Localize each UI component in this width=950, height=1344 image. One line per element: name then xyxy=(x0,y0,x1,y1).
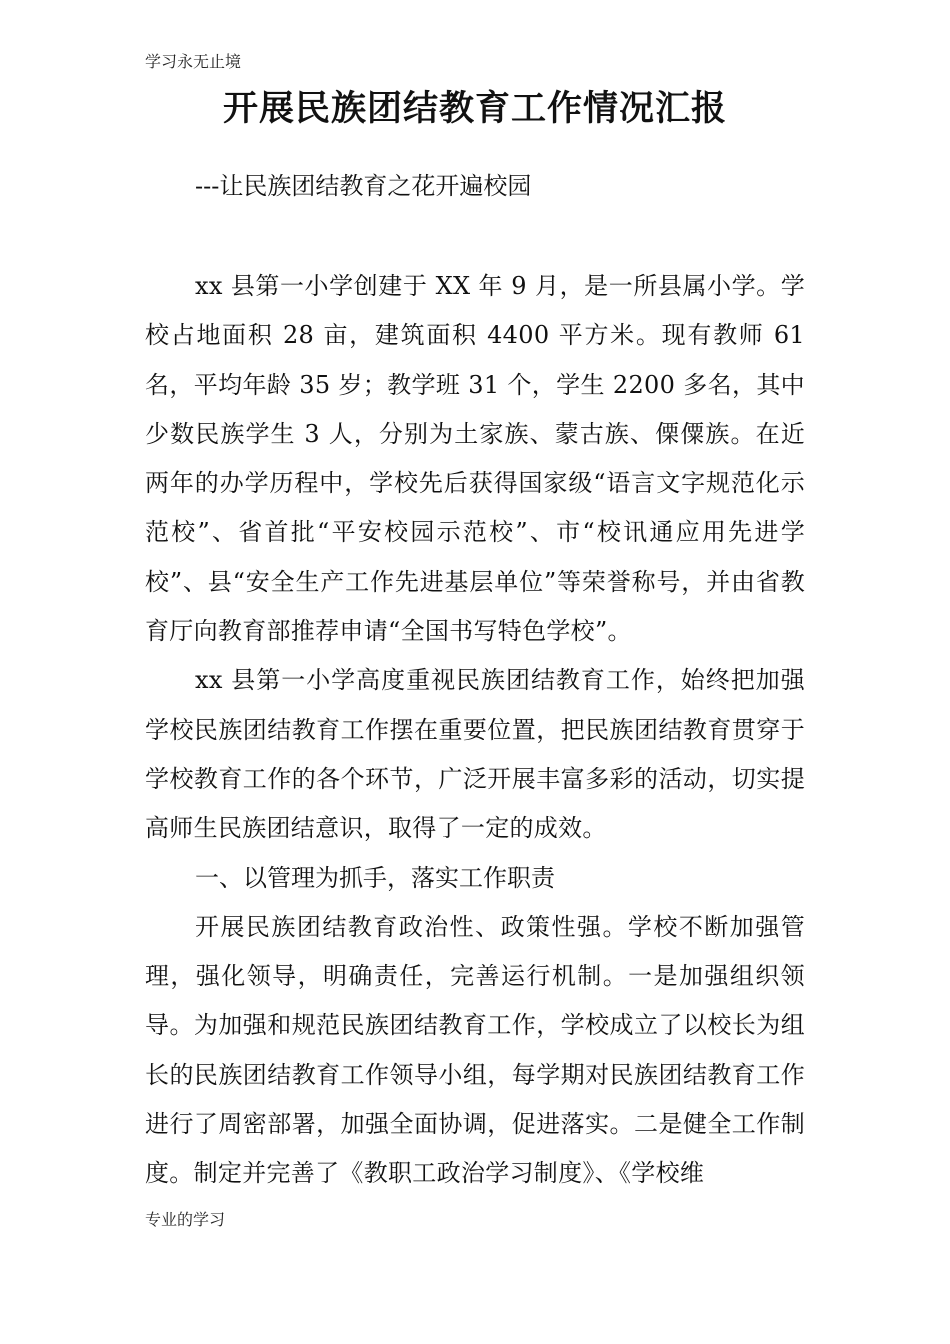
document-title: 开展民族团结教育工作情况汇报 xyxy=(222,88,727,129)
header-note: 学习永无止境 xyxy=(145,52,242,71)
document-body xyxy=(145,262,805,1199)
section-heading: 一、以管理为抓手，落实工作职责 xyxy=(195,863,555,892)
section-paragraph: 开展民族团结教育政治性、政策性强。学校不断加强管理，强化领导，明确责任，完善运行机制。一是加强组织领导。为加强和规范民族团结教育工作，学校成立了以校长为组长的民族团结教育工作领导小组，每学期对民族团结教育工作进行了周密部署，加强全面协调，促进落实。二是健全工作制度。制定并完善了《教职工政治学习制度》、《学校维 xyxy=(145,912,805,1188)
body-paragraph-1: xx 县第一小学创建于 XX 年 9 月，是一所县属小学。学校占地面积 28 亩，建筑面积 4400 平方米。现有教师 61 名，平均年龄 35 岁；教学班 31 个，学生 2200 多名，其中少数民族学生 3 人，分别为土家族、蒙古族、傈僳族。在近两年的办学历程中，学校先后获得国家级“语言文字规范化示范校”、省首批“平安校园示范校”、市“校讯通应用先进学校”、县“安全生产工作先进基层单位”等荣誉称号，并由省教育厅向教育部推荐申请“全国书写特色学校”。 xyxy=(145,272,805,646)
footer-note: 专业的学习 xyxy=(145,1210,226,1229)
body-paragraph-2: xx 县第一小学高度重视民族团结教育工作，始终把加强学校民族团结教育工作摆在重要位置，把民族团结教育贯穿于学校教育工作的各个环节，广泛开展丰富多彩的活动，切实提高师生民族团结意识，取得了一定的成效。 xyxy=(145,666,805,843)
document-subtitle: ---让民族团结教育之花开遍校园 xyxy=(195,172,532,200)
